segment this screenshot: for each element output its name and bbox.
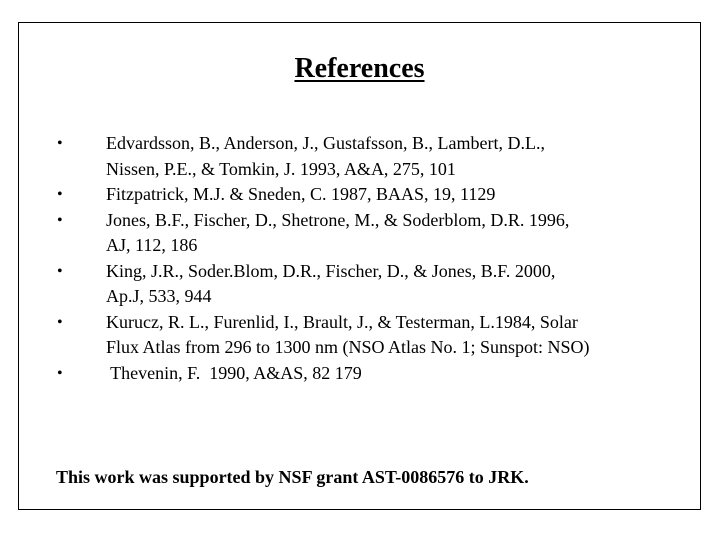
bullet-icon: • bbox=[57, 262, 63, 280]
slide bbox=[18, 22, 701, 510]
bullet-icon: • bbox=[57, 364, 63, 382]
reference-item bbox=[19, 182, 702, 208]
reference-line: AJ, 112, 186 bbox=[106, 235, 198, 255]
bullet-icon: • bbox=[57, 313, 63, 331]
reference-item bbox=[19, 259, 702, 310]
reference-item bbox=[19, 310, 702, 361]
reference-line: Flux Atlas from 296 to 1300 nm (NSO Atlas No. 1; Sunspot: NSO) bbox=[106, 337, 590, 357]
reference-item bbox=[19, 208, 702, 259]
page-title: References bbox=[294, 53, 425, 84]
reference-line: King, J.R., Soder.Blom, D.R., Fischer, D., & Jones, B.F. 2000, bbox=[106, 260, 556, 281]
bullet-icon: • bbox=[57, 135, 63, 152]
reference-line: Jones, B.F., Fischer, D., Shetrone, M., & Soderblom, D.R. 1996, bbox=[106, 209, 570, 230]
bullet-icon: • bbox=[57, 186, 63, 203]
reference-line: Thevenin, F. 1990, A&AS, 82 179 bbox=[106, 362, 362, 383]
reference-line: Nissen, P.E., & Tomkin, J. 1993, A&A, 275, 101 bbox=[106, 158, 456, 179]
reference-list bbox=[19, 131, 702, 386]
reference-line: Fitzpatrick, M.J. & Sneden, C. 1987, BAAS, 19, 1129 bbox=[106, 184, 496, 204]
reference-line: Edvardsson, B., Anderson, J., Gustafsson, B., Lambert, D.L., bbox=[106, 133, 545, 153]
reference-line: Kurucz, R. L., Furenlid, I., Brault, J., & Testerman, L.1984, Solar bbox=[106, 311, 578, 332]
reference-item bbox=[19, 131, 702, 182]
reference-item bbox=[19, 361, 702, 387]
bullet-icon: • bbox=[57, 211, 63, 229]
reference-line: Ap.J, 533, 944 bbox=[106, 286, 212, 306]
acknowledgment-text: This work was supported by NSF grant AST-0086576 to JRK. bbox=[56, 467, 529, 487]
